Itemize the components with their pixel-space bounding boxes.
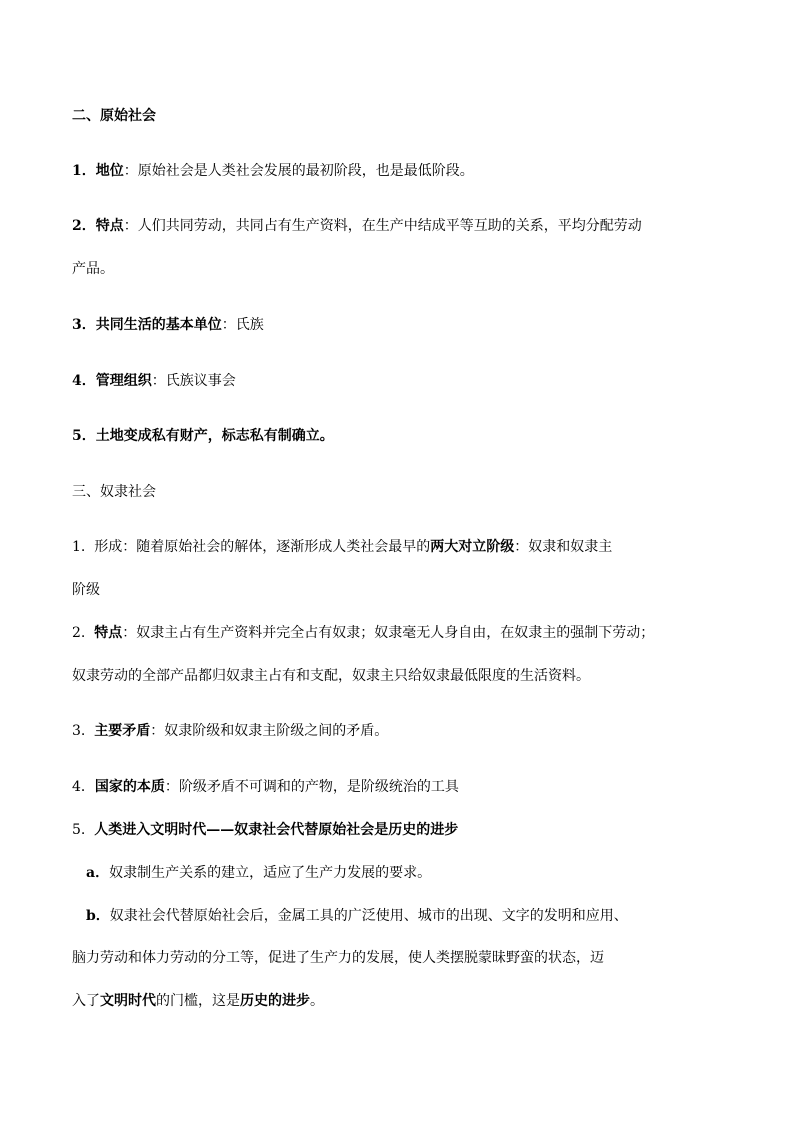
item-text: 。	[310, 993, 324, 1009]
paragraph-features	[72, 216, 732, 236]
item-bold-text: 历史的进步	[240, 993, 310, 1009]
item-number: 5.	[72, 822, 86, 838]
paragraph-main-contradiction	[72, 721, 732, 741]
paragraph-formation	[72, 537, 732, 557]
item-text: 氏族	[235, 317, 264, 333]
paragraph-basic-unit	[72, 315, 732, 335]
colon: ：	[122, 625, 137, 641]
colon: ：	[151, 373, 166, 389]
item-label: 管理组织	[95, 373, 152, 389]
section-heading-primitive-society: 二、原始社会	[72, 108, 156, 124]
item-label: 主要矛盾	[94, 723, 151, 739]
item-text: 形成：随着原始社会的解体，逐渐形成人类社会最早的	[94, 539, 431, 555]
item-text: 阶级矛盾不可调和的产物，是阶级统治的工具	[178, 779, 459, 795]
paragraph-management	[72, 371, 732, 391]
paragraph-sub-b-line2: 脑力劳动和体力劳动的分工等，促进了生产力的发展，使人类摆脱蒙昧野蛮的状态，迈	[72, 950, 604, 966]
paragraph-formation-continued: 阶级	[72, 582, 100, 598]
colon: ：	[123, 218, 138, 234]
item-number: 1．	[72, 163, 96, 179]
paragraph-slave-features-continued: 奴隶劳动的全部产品都归奴隶主占有和支配，奴隶主只给奴隶最低限度的生活资料。	[72, 668, 590, 684]
paragraph-sub-b	[86, 906, 746, 926]
item-label: 地位	[95, 163, 124, 179]
item-label: 特点	[95, 218, 124, 234]
item-text: 原始社会是人类社会发展的最初阶段，也是最低阶段。	[137, 163, 474, 179]
item-text: 入了	[72, 993, 100, 1009]
paragraph-features-continued: 产品。	[72, 261, 114, 277]
item-text: 奴隶制生产关系的建立，适应了生产力发展的要求。	[109, 865, 432, 881]
item-number: 3．	[72, 317, 96, 333]
item-bold-text: 文明时代	[100, 993, 156, 1009]
colon: ：	[164, 779, 179, 795]
paragraph-sub-a	[86, 863, 746, 883]
paragraph-civilization	[72, 820, 732, 840]
item-text: 氏族议事会	[165, 373, 236, 389]
item-text: 的门槛，这是	[156, 993, 240, 1009]
item-text: 奴隶社会代替原始社会后，金属工具的广泛使用、城市的出现、文字的发明和应用、	[109, 908, 628, 924]
item-number: 2.	[72, 625, 86, 641]
section-heading-slave-society: 三、奴隶社会	[72, 484, 156, 500]
item-number: b．	[86, 908, 110, 924]
item-number: 2．	[72, 218, 96, 234]
item-text: 人们共同劳动，共同占有生产资料，在生产中结成平等互助的关系，平均分配劳动	[137, 218, 642, 234]
item-bold-text: 人类进入文明时代——奴隶社会代替原始社会是历史的进步	[94, 822, 459, 838]
paragraph-private-ownership: 5．土地变成私有财产，标志私有制确立。	[72, 428, 334, 444]
item-text-end: ：奴隶和奴隶主	[514, 539, 613, 555]
paragraph-state-essence	[72, 777, 732, 797]
paragraph-status	[72, 161, 732, 181]
item-bold-text: 两大对立阶级	[430, 539, 515, 555]
item-label: 特点	[94, 625, 123, 641]
colon: ：	[123, 163, 138, 179]
item-number: 1.	[72, 539, 86, 555]
item-text: 奴隶主占有生产资料并完全占有奴隶；奴隶毫无人身自由，在奴隶主的强制下劳动；	[136, 625, 655, 641]
item-label: 国家的本质	[94, 779, 165, 795]
paragraph-slave-features	[72, 623, 732, 643]
colon: ：	[221, 317, 236, 333]
item-number: 4．	[72, 373, 96, 389]
item-text: 奴隶阶级和奴隶主阶级之间的矛盾。	[164, 723, 389, 739]
item-number: a．	[86, 865, 110, 881]
item-label: 共同生活的基本单位	[95, 317, 222, 333]
item-number: 4．	[72, 779, 95, 795]
item-number: 3.	[72, 723, 86, 739]
colon: ：	[150, 723, 165, 739]
paragraph-sub-b-line3	[72, 991, 732, 1011]
